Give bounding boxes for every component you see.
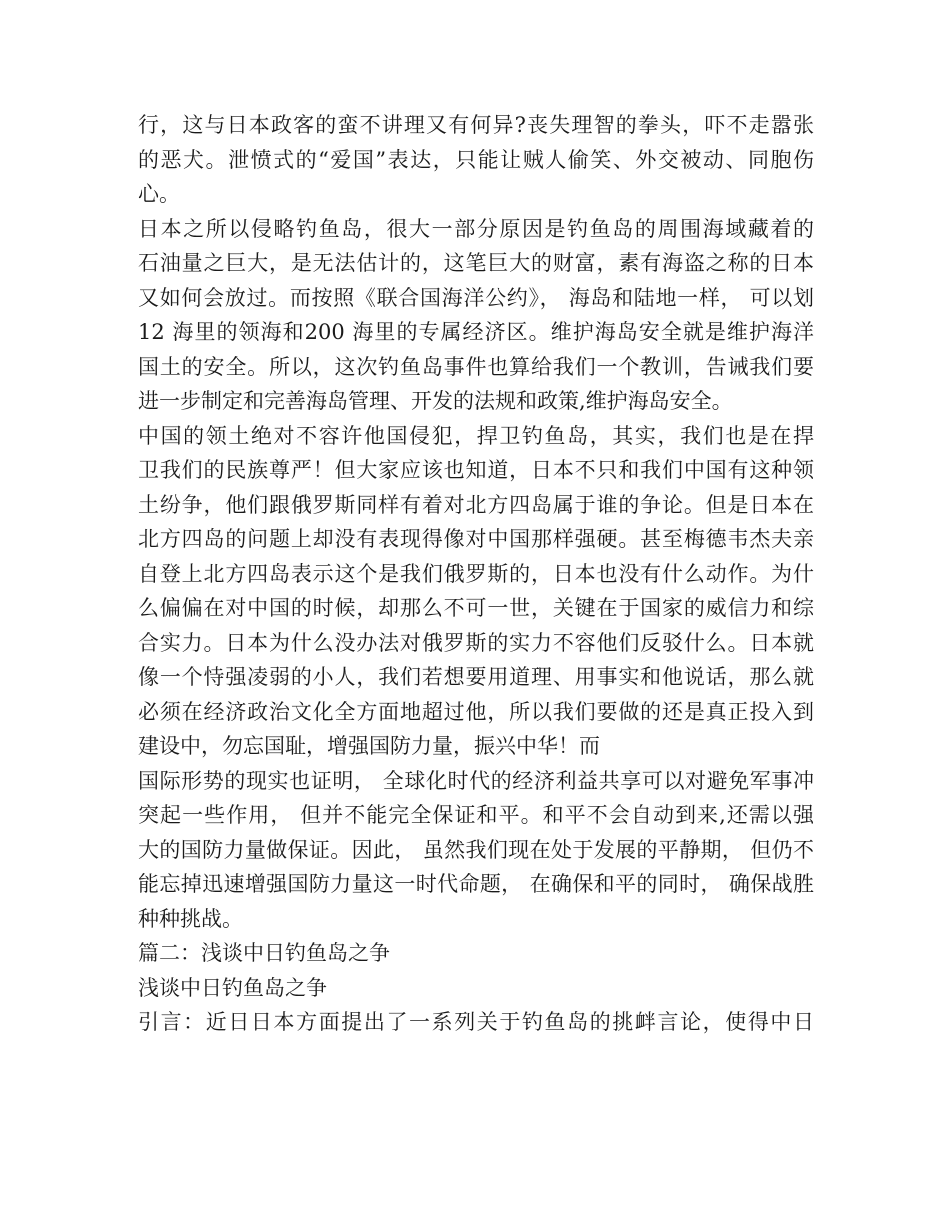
text-line: 日本之所以侵略钓鱼岛，很大一部分原因是钓鱼岛的周围海域藏着的	[138, 216, 814, 241]
text-line: 建设中，勿忘国耻，增强国防力量，振兴中华！而	[138, 734, 600, 758]
text-line: 12 海里的领海和200 海里的专属经济区。维护海岛安全就是维护海洋	[138, 320, 814, 344]
text-line: 又如何会放过。而按照《联合国海洋公约》， 海岛和陆地一样， 可以划	[138, 285, 814, 310]
text-line: 北方四岛的问题上却没有表现得像对中国那样强硬。甚至梅德韦杰夫亲	[138, 527, 814, 551]
text-line: 中国的领土绝对不容许他国侵犯，捍卫钓鱼岛，其实，我们也是在捍	[138, 423, 814, 448]
text-line: 像一个恃强凌弱的小人，我们若想要用道理、用事实和他说话，那么就	[138, 665, 814, 689]
text-line: 行，这与日本政客的蛮不讲理又有何异?丧失理智的拳头，吓不走嚣张	[138, 113, 814, 137]
text-line: 国际形势的现实也证明， 全球化时代的经济利益共享可以对避免军事冲	[138, 768, 814, 793]
text-line: 引言：近日日本方面提出了一系列关于钓鱼岛的挑衅言论，使得中日	[138, 1010, 814, 1034]
article-title: 浅谈中日钓鱼岛之争	[138, 975, 327, 1000]
text-line: 进一步制定和完善海岛管理、开发的法规和政策,维护海岛安全。	[138, 389, 733, 413]
text-line: 突起一些作用， 但并不能完全保证和平。和平不会自动到来,还需以强	[138, 803, 814, 827]
section-heading: 篇二：浅谈中日钓鱼岛之争	[138, 941, 390, 965]
text-line: 大的国防力量做保证。因此， 虽然我们现在处于发展的平静期， 但仍不	[138, 837, 814, 862]
text-line: 能忘掉迅速增强国防力量这一时代命题， 在确保和平的同时， 确保战胜	[138, 872, 814, 896]
text-line: 种种挑战。	[138, 906, 243, 931]
text-line: 卫我们的民族尊严！但大家应该也知道，日本不只和我们中国有这种领	[138, 458, 814, 482]
text-line: 土纷争，他们跟俄罗斯同样有着对北方四岛属于谁的争论。但是日本在	[138, 492, 814, 517]
text-line: 么偏偏在对中国的时候，却那么不可一世，关键在于国家的威信力和综	[138, 596, 814, 620]
text-line: 的恶犬。泄愤式的“爱国”表达，只能让贼人偷笑、外交被动、同胞伤	[138, 147, 814, 172]
text-line: 心。	[138, 182, 180, 206]
text-line: 国土的安全。所以，这次钓鱼岛事件也算给我们一个教训，告诫我们要	[138, 354, 814, 379]
text-line: 石油量之巨大，是无法估计的，这笔巨大的财富，素有海盗之称的日本	[138, 251, 814, 275]
text-line: 合实力。日本为什么没办法对俄罗斯的实力不容他们反驳什么。日本就	[138, 630, 814, 655]
text-line: 必须在经济政治文化全方面地超过他，所以我们要做的还是真正投入到	[138, 699, 814, 724]
document-page	[138, 108, 814, 1040]
text-line: 自登上北方四岛表示这个是我们俄罗斯的，日本也没有什么动作。为什	[138, 561, 814, 586]
